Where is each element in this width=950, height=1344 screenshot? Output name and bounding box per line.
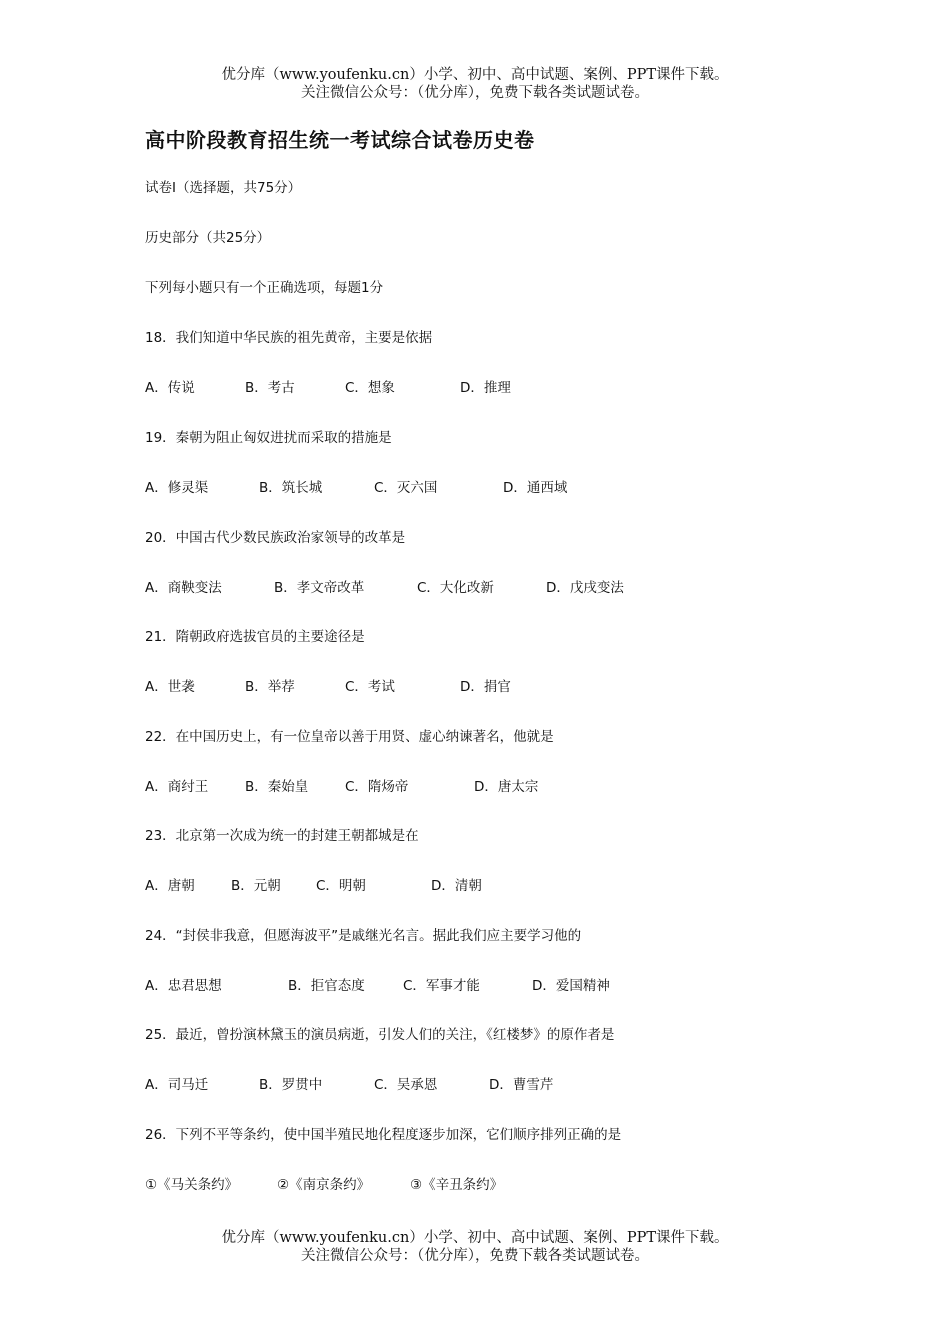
- option-b: B．孝文帝改革: [274, 580, 365, 596]
- treaty-item-2: ②《南京条约》: [277, 1177, 371, 1193]
- option-b: B．秦始皇: [245, 779, 309, 795]
- option-d: D．戊戌变法: [546, 580, 624, 596]
- footer-banner: [0, 1229, 950, 1265]
- header-banner: [0, 66, 950, 102]
- option-c: C．大化改新: [417, 580, 494, 596]
- section-heading-history: 历史部分（共25分）: [145, 230, 271, 246]
- treaty-item-1: ①《马关条约》: [145, 1177, 239, 1193]
- option-c: C．想象: [345, 380, 395, 396]
- question-stem: 19．秦朝为阻止匈奴进扰而采取的措施是: [145, 430, 392, 446]
- option-c: C．明朝: [316, 878, 366, 894]
- option-a: A．商鞅变法: [145, 580, 222, 596]
- option-d: D．爱国精神: [532, 978, 610, 994]
- option-b: B．元朝: [231, 878, 281, 894]
- option-c: C．吴承恩: [374, 1077, 438, 1093]
- option-c: C．军事才能: [403, 978, 480, 994]
- section-heading-paper1: 试卷Ⅰ（选择题，共75分）: [145, 180, 302, 196]
- question-stem: 23．北京第一次成为统一的封建王朝都城是在: [145, 828, 419, 844]
- option-c: C．考试: [345, 679, 395, 695]
- option-a: A．商纣王: [145, 779, 209, 795]
- question-stem: 21．隋朝政府选拔官员的主要途径是: [145, 629, 365, 645]
- option-d: D．推理: [460, 380, 511, 396]
- option-a: A．忠君思想: [145, 978, 222, 994]
- option-d: D．曹雪芹: [489, 1077, 554, 1093]
- question-stem: 18．我们知道中华民族的祖先黄帝，主要是依据: [145, 330, 433, 346]
- option-d: D．通西域: [503, 480, 568, 496]
- option-b: B．拒官态度: [288, 978, 365, 994]
- header-line-1: 优分库（www.youfenku.cn）小学、初中、高中试题、案例、PPT课件下载。: [221, 67, 729, 83]
- question-stem: 26．下列不平等条约，使中国半殖民地化程度逐步加深，它们顺序排列正确的是: [145, 1127, 622, 1143]
- header-line-2: 关注微信公众号：（优分库），免费下载各类试题试卷。: [301, 85, 649, 101]
- option-a: A．修灵渠: [145, 480, 209, 496]
- question-stem: 22．在中国历史上，有一位皇帝以善于用贤、虚心纳谏著名，他就是: [145, 729, 554, 745]
- option-d: D．清朝: [431, 878, 482, 894]
- question-stem: 25．最近，曾扮演林黛玉的演员病逝，引发人们的关注，《红楼梦》的原作者是: [145, 1027, 615, 1043]
- option-b: B．举荐: [245, 679, 295, 695]
- option-a: A．司马迁: [145, 1077, 209, 1093]
- exam-title: 高中阶段教育招生统一考试综合试卷历史卷: [145, 128, 535, 152]
- footer-line-2: 关注微信公众号：（优分库），免费下载各类试题试卷。: [301, 1248, 649, 1264]
- option-a: A．世袭: [145, 679, 195, 695]
- option-a: A．传说: [145, 380, 195, 396]
- option-b: B．罗贯中: [259, 1077, 323, 1093]
- question-stem: 20．中国古代少数民族政治家领导的改革是: [145, 530, 406, 546]
- option-d: D．捐官: [460, 679, 511, 695]
- option-a: A．唐朝: [145, 878, 195, 894]
- option-c: C．隋炀帝: [345, 779, 409, 795]
- option-b: B．筑长城: [259, 480, 323, 496]
- treaty-item-3: ③《辛丑条约》: [410, 1177, 504, 1193]
- option-c: C．灭六国: [374, 480, 438, 496]
- question-stem: 24．“封侯非我意，但愿海波平”是戚继光名言。据此我们应主要学习他的: [145, 928, 582, 944]
- option-d: D．唐太宗: [474, 779, 539, 795]
- option-b: B．考古: [245, 380, 295, 396]
- footer-line-1: 优分库（www.youfenku.cn）小学、初中、高中试题、案例、PPT课件下载。: [221, 1230, 729, 1246]
- instruction-text: 下列每小题只有一个正确选项，每题1分: [145, 280, 384, 296]
